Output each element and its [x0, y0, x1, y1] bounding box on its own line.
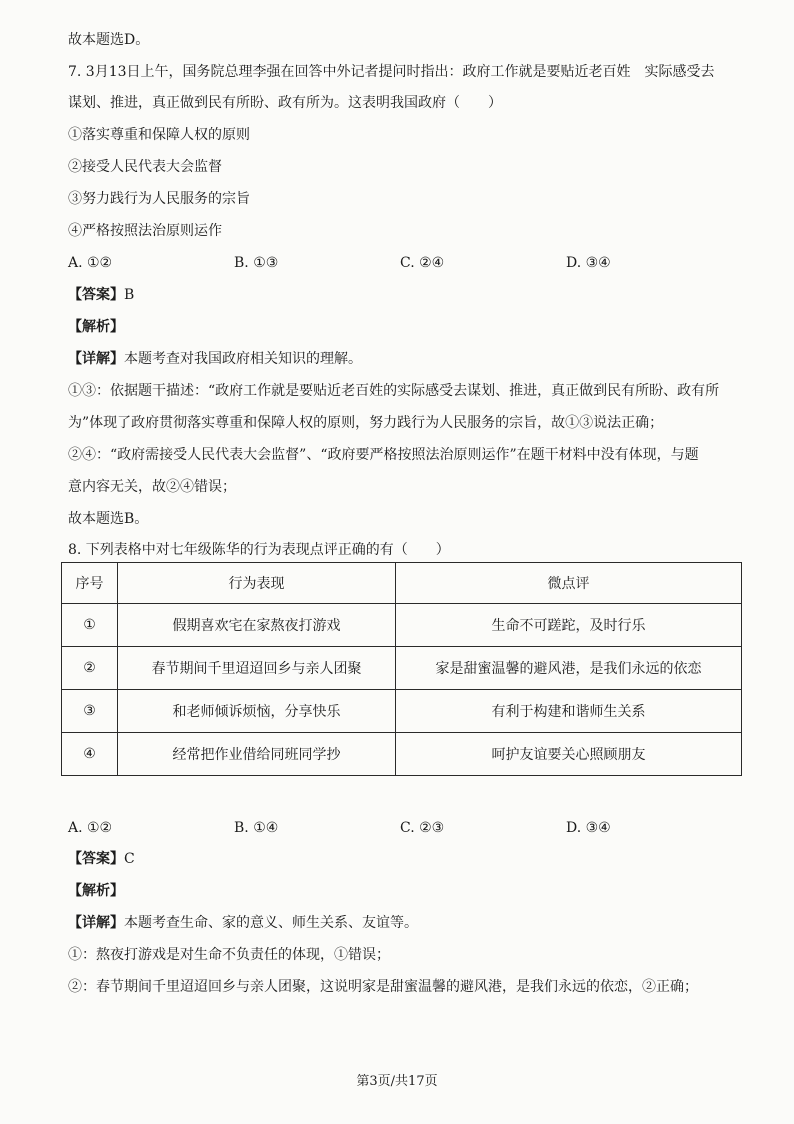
detail-text: 本题考查生命、家的意义、师生关系、友谊等。	[124, 915, 418, 931]
q7-para1-line1: ①③：依据题干描述：“政府工作就是要贴近老百姓的实际感受去谋划、推进，真正做到民有所盼、政有所	[68, 383, 720, 399]
table-row	[62, 647, 742, 690]
header-comment: 微点评	[396, 563, 742, 604]
row-index: ④	[62, 733, 118, 776]
row-comment: 呵护友谊要关心照顾朋友	[396, 733, 742, 776]
table-row	[62, 690, 742, 733]
analysis-label: 【解析】	[68, 883, 124, 899]
q7-option-d: D. ③④	[566, 255, 611, 271]
q7-item-4: ④严格按照法治原则运作	[68, 223, 222, 239]
row-comment: 家是甜蜜温馨的避风港，是我们永远的依恋	[396, 647, 742, 690]
q7-para2-line1: ②④：“政府需接受人民代表大会监督”、“政府要严格按照法治原则运作”在题干材料中没有体现，与题	[68, 447, 699, 463]
detail-label: 【详解】	[68, 915, 124, 931]
row-behavior: 经常把作业借给同班同学抄	[118, 733, 396, 776]
detail-text: 本题考查对我国政府相关知识的理解。	[124, 351, 362, 367]
q8-detail	[68, 913, 418, 933]
page-number-footer: 第3页/共17页	[356, 1074, 438, 1089]
q7-answer	[68, 285, 134, 305]
q7-option-c: C. ②④	[400, 255, 445, 271]
header-behavior: 行为表现	[118, 563, 396, 604]
q8-stem: 8. 下列表格中对七年级陈华的行为表现点评正确的有（ ）	[68, 542, 450, 558]
row-index: ②	[62, 647, 118, 690]
q7-analysis-label	[68, 317, 124, 337]
q7-stem-line2: 谋划、推进，真正做到民有所盼、政有所为。这表明我国政府（ ）	[68, 95, 502, 111]
answer-label: 【答案】	[68, 287, 124, 303]
q7-option-b: B. ①③	[234, 255, 279, 271]
previous-conclusion: 故本题选D。	[68, 32, 150, 48]
q7-item-1: ①落实尊重和保障人权的原则	[68, 127, 250, 143]
analysis-label: 【解析】	[68, 319, 124, 335]
q8-option-b: B. ①④	[234, 820, 279, 836]
q7-option-a: A. ①②	[68, 255, 113, 271]
q7-stem-line1: 7. 3月13日上午，国务院总理李强在回答中外记者提问时指出：政府工作就是要贴近老百姓 实际感受去	[68, 64, 715, 80]
q7-para2-line2: 意内容无关，故②④错误；	[68, 479, 236, 495]
row-behavior: 假期喜欢宅在家熬夜打游戏	[118, 604, 396, 647]
q8-option-c: C. ②③	[400, 820, 445, 836]
table-row	[62, 733, 742, 776]
detail-label: 【详解】	[68, 351, 124, 367]
row-index: ③	[62, 690, 118, 733]
q8-option-a: A. ①②	[68, 820, 113, 836]
row-behavior: 春节期间千里迢迢回乡与亲人团聚	[118, 647, 396, 690]
row-comment: 生命不可蹉跎，及时行乐	[396, 604, 742, 647]
row-index: ①	[62, 604, 118, 647]
q8-table	[61, 562, 742, 776]
q7-detail	[68, 349, 362, 369]
q7-item-2: ②接受人民代表大会监督	[68, 159, 222, 175]
answer-label: 【答案】	[68, 851, 124, 867]
row-behavior: 和老师倾诉烦恼，分享快乐	[118, 690, 396, 733]
row-comment: 有利于构建和谐师生关系	[396, 690, 742, 733]
q8-option-d: D. ③④	[566, 820, 611, 836]
q7-item-3: ③努力践行为人民服务的宗旨	[68, 191, 250, 207]
table-row	[62, 604, 742, 647]
q8-answer	[68, 849, 135, 869]
q8-para1: ①：熬夜打游戏是对生命不负责任的体现，①错误；	[68, 947, 390, 963]
q8-para2: ②：春节期间千里迢迢回乡与亲人团聚，这说明家是甜蜜温馨的避风港，是我们永远的依恋，②正确；	[68, 979, 698, 995]
header-index: 序号	[62, 563, 118, 604]
q8-analysis-label	[68, 881, 124, 901]
answer-value: B	[124, 287, 135, 303]
answer-value: C	[124, 851, 135, 867]
table-header-row	[62, 563, 742, 604]
q7-para1-line2: 为”体现了政府贯彻落实尊重和保障人权的原则，努力践行为人民服务的宗旨，故①③说法正确；	[68, 415, 664, 431]
q7-conclusion: 故本题选B。	[68, 511, 149, 527]
